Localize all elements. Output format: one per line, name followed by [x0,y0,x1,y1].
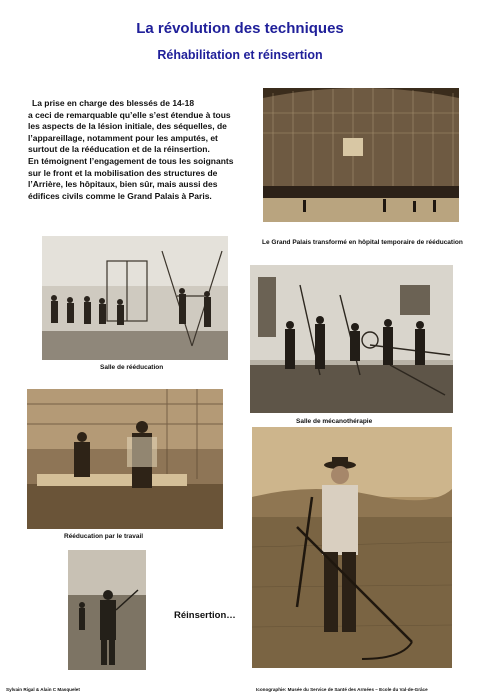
caption-grand-palais: Le Grand Palais transformé en hôpital temporaire de rééducation [262,239,463,246]
intro-line: sur le front et la mobilisation des structures de [28,167,218,178]
intro-text [28,98,260,202]
intro-line: En témoignent l’engagement de tous les soignants [28,155,234,166]
travail-photo [27,389,223,529]
intro-line: La prise en charge des blessés de 14-18 [32,98,195,108]
reaper-photo [252,427,452,668]
caption-mecanotherapie: Salle de mécanothérapie [296,418,373,425]
footer-iconography: Iconographie: Musée du Service de Santé des Armées – Ecole du Val-de-Grâce [256,687,428,692]
salle-reeducation-photo [42,236,228,360]
mecanotherapie-photo [250,265,453,413]
page-subtitle: Réhabilitation et réinsertion [157,48,323,62]
intro-line: les aspects de la lésion initiale, des séquelles, de [28,121,227,132]
intro-line: l’Arrière, les hôpitaux, bien sûr, mais aussi des [28,179,218,190]
reinsertion-small-photo [68,550,146,670]
caption-reinsertion: Réinsertion… [174,610,236,621]
caption-salle-reeducation: Salle de rééducation [100,364,164,371]
intro-line: a ceci de remarquable qu’elle s’est étendue à tous [28,109,231,120]
footer-authors: Sylvain Rigal & Alain C Masquelet [6,687,80,692]
caption-travail: Rééducation par le travail [64,533,144,540]
intro-line: l’appareillage, notamment pour les amputés, et [28,132,218,143]
intro-line: édifices civils comme le Grand Palais à Paris. [28,190,212,201]
grand-palais-photo [263,88,459,222]
intro-line: surtout de la rééducation et de la réinsertion. [28,144,210,155]
page-title: La révolution des techniques [136,20,344,37]
